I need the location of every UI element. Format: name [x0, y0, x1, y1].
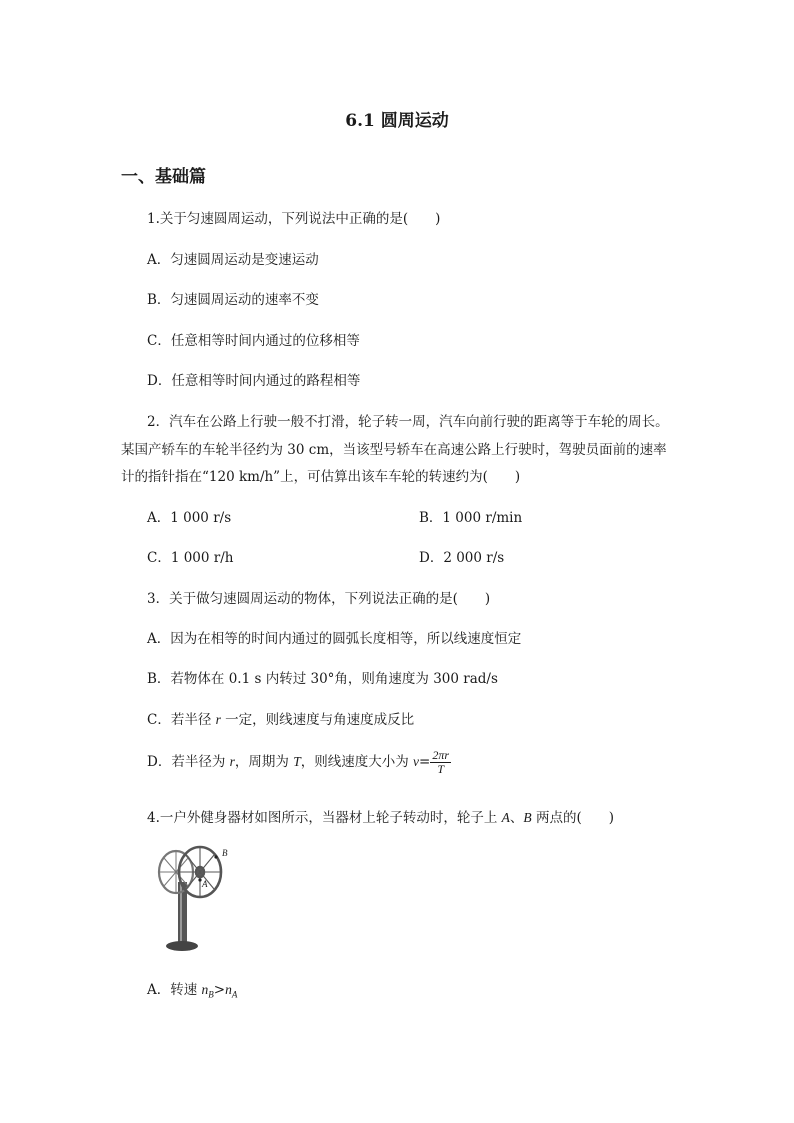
q1-option-b: B．匀速圆周运动的速率不变: [147, 292, 319, 308]
q3-stem: 3．关于做匀速圆周运动的物体，下列说法正确的是( ): [147, 591, 491, 607]
fitness-wheel-figure: [150, 842, 240, 956]
velocity-fraction: $\frac{2\pi r}{T}$: [432, 748, 449, 776]
q2-line-1: 2．汽车在公路上行驶一般不打滑，轮子转一周，汽车向前行驶的距离等于车轮的周长。: [147, 414, 669, 430]
q2-option-c: C．1 000 r/h: [147, 550, 234, 566]
q3-option-d: D．若半径为 r，周期为 T，则线速度大小为 v= $\frac{2\pi r}{T}$: [147, 748, 449, 776]
label-point-a: A: [202, 879, 208, 889]
front-wheel-shape: [179, 847, 221, 897]
q1-option-d: D．任意相等时间内通过的路程相等: [147, 373, 361, 389]
base-shape: [166, 941, 198, 951]
q2-option-a: A．1 000 r/s: [147, 510, 232, 526]
q3-option-a: A．因为在相等的时间内通过的圆弧长度相等，所以线速度恒定: [147, 631, 522, 647]
q1-option-a: A．匀速圆周运动是变速运动: [147, 252, 319, 268]
q2-line-2: 某国产轿车的车轮半径约为 30 cm，当该型号轿车在高速公路上行驶时，驾驶员面前的速率: [121, 442, 667, 458]
q2-line-3: 计的指针指在“120 km/h”上，可估算出该车车轮的转速约为( ): [121, 469, 521, 485]
point-b-dot: [214, 855, 217, 858]
q2-option-b: B．1 000 r/min: [419, 510, 523, 526]
q3-option-b: B．若物体在 0.1 s 内转过 30°角，则角速度为 300 rad/s: [147, 671, 498, 687]
section-heading: 一、基础篇: [121, 167, 206, 187]
q4-option-a: A．转速 $n_B>n_A$: [147, 982, 238, 1000]
page-title: 6.1 圆周运动: [345, 111, 449, 131]
q1-stem: 1.关于匀速圆周运动，下列说法中正确的是( ): [147, 211, 441, 227]
label-point-b: B: [222, 848, 228, 858]
q3-option-c: C．若半径 r 一定，则线速度与角速度成反比: [147, 712, 415, 728]
q1-option-c: C．任意相等时间内通过的位移相等: [147, 333, 360, 349]
q4-stem: 4.一户外健身器材如图所示，当器材上轮子转动时，轮子上 A、B 两点的( ): [147, 810, 614, 826]
q2-option-d: D．2 000 r/s: [419, 550, 505, 566]
